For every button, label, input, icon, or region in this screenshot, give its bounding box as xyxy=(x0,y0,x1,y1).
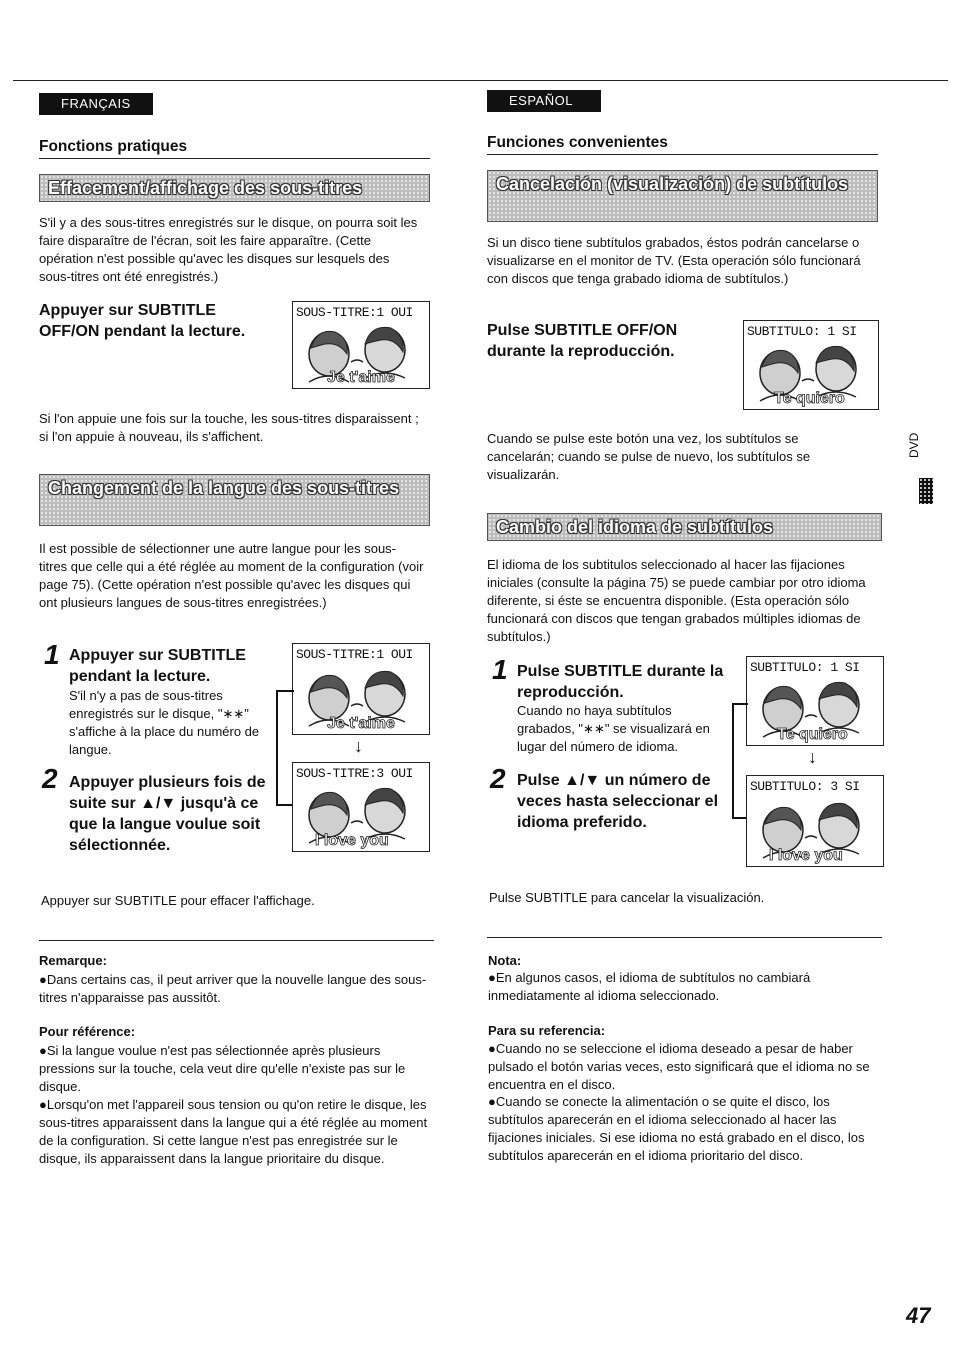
tv-screen-es-2 xyxy=(746,656,884,746)
ref-title-es: Para su referencia: xyxy=(488,1023,606,1038)
step-number-fr-2: 2 xyxy=(42,763,58,794)
down-arrow-icon: ↓ xyxy=(354,736,363,756)
section-title-es: Funciones convenientes xyxy=(487,134,878,155)
step1-head-fr: Appuyer sur SUBTITLE pendant la lecture. xyxy=(69,647,246,685)
band-heading-text: Cancelación (visualización) de subtítulos xyxy=(496,174,849,194)
movie-still-icon xyxy=(293,320,429,388)
page-number: 47 xyxy=(906,1303,931,1328)
subtitle-caption: I love you xyxy=(315,832,389,849)
ref-es-1: ●Cuando no se seleccione el idioma deseado a pesar de haber pulsado el botón varias veces, esto significará que el idioma no se encuentra en el disco. xyxy=(488,1041,870,1092)
step-number-fr-1: 1 xyxy=(44,639,60,670)
osd-text: SUBTITULO: 1 SI xyxy=(747,324,857,339)
band-heading-es-2 xyxy=(487,513,882,541)
ref-fr-2: ●Lorsqu'on met l'appareil sous tension ou qu'on retire le disque, les sous-titres apparaissent dans la langue qui a été réglée au moment de la configuration. Si cette langue n'est pas enregistrée sur le disque, ils apparaissent dans la langue prioritaire du disque. xyxy=(39,1097,428,1166)
intro-es-1: Si un disco tiene subtítulos grabados, éstos podrán cancelarse o visualizarse en el monitor de TV. (Esta operación sólo funcionará con discos que tenga grabado idioma de subtítulos.) xyxy=(487,235,861,286)
band-heading-es-1 xyxy=(487,170,878,222)
note-title-fr: Remarque: xyxy=(39,953,107,968)
note-es-1: ●En algunos casos, el idioma de subtítulos no cambiará inmediatamente al idioma seleccionado. xyxy=(488,970,811,1003)
subtitle-caption: Te quiero xyxy=(774,390,845,407)
step1-text-fr: S'il n'y a pas de sous-titres enregistrés sur le disque, "∗∗" s'affiche à la place du numéro de langue. xyxy=(69,688,260,757)
clear-fr: Appuyer sur SUBTITLE pour effacer l'affichage. xyxy=(41,893,315,908)
ref-title-fr: Pour référence: xyxy=(39,1024,136,1039)
subtitle-caption: Te quiero xyxy=(777,726,848,743)
step2-head-fr: Appuyer plusieurs fois de suite sur ▲/▼ jusqu'à ce que la langue voulue soit sélectionnée. xyxy=(69,774,266,854)
osd-text: SOUS-TITRE:1 OUI xyxy=(296,305,413,320)
tv-screen-es-3 xyxy=(746,775,884,867)
band-heading-fr-2 xyxy=(39,474,430,526)
lang-label-fr: FRANÇAIS xyxy=(39,93,153,115)
intro-fr-2: Il est possible de sélectionner une autre langue pour les sous-titres que celle qui a été réglée au moment de la configuration (voir page 75). (Cette opération n'est possible qu'avec les disques qui ont plusieurs langues de sous-titres enregistrées.) xyxy=(39,541,424,610)
after-fr-1: Si l'on appuie une fois sur la touche, les sous-titres disparaissent ; si l'on appuie à nouveau, ils s'affichent. xyxy=(39,411,419,444)
step1-text-es: Cuando no haya subtítulos grabados, "∗∗" se visualizará en lugar del número de idioma. xyxy=(517,703,710,754)
movie-still-icon xyxy=(293,662,429,734)
step-press-es: Pulse SUBTITLE OFF/ON durante la reproducción. xyxy=(487,322,678,360)
tv-screen-fr-3 xyxy=(292,762,430,852)
band-heading-text: Cambio del idioma de subtítulos xyxy=(496,517,774,537)
side-tab-label: DVD xyxy=(907,432,921,458)
section-title-fr: Fonctions pratiques xyxy=(39,138,430,159)
note-fr-1: ●Dans certains cas, il peut arriver que la nouvelle langue des sous-titres n'apparaisse pas aussitôt. xyxy=(39,972,427,1005)
step1-head-es: Pulse SUBTITLE durante la reproducción. xyxy=(517,663,724,701)
osd-text: SOUS-TITRE:1 OUI xyxy=(296,647,413,662)
note-rule-fr xyxy=(39,940,434,941)
intro-es-2: El idioma de los subtitulos seleccionado al hacer las fijaciones iniciales (consulte la página 75) se puede cambiar por otro idioma diferente, si éste se encuentra disponible. (Esta operación sólo funcionará con discos que tengan grabados múltiples idiomas de subtítulos.) xyxy=(487,557,866,644)
band-heading-text: Changement de la langue des sous-titres xyxy=(48,478,400,498)
step-number-es-1: 1 xyxy=(492,654,508,685)
after-es-1: Cuando se pulse este botón una vez, los subtítulos se cancelarán; cuando se pulse de nuevo, los subtítulos se visualizarán. xyxy=(487,431,811,482)
clear-es: Pulse SUBTITLE para cancelar la visualización. xyxy=(489,890,765,905)
band-heading-text: Effacement/affichage des sous-titres xyxy=(48,178,363,198)
subtitle-caption: Je t'aime xyxy=(327,715,395,732)
intro-fr-1: S'il y a des sous-titres enregistrés sur le disque, on pourra soit les faire disparaître de l'écran, soit les faire apparaître. (Cette opération n'est possible qu'avec les disques sur lesquels des sous-titres ont été enregistrés.) xyxy=(39,215,418,284)
tv-screen-fr-1 xyxy=(292,301,430,389)
osd-text: SOUS-TITRE:3 OUI xyxy=(296,766,413,781)
subtitle-caption: Je t'aime xyxy=(327,369,395,386)
tv-screen-fr-2 xyxy=(292,643,430,735)
movie-still-icon xyxy=(747,794,883,866)
step2-head-es: Pulse ▲/▼ un número de veces hasta seleccionar el idioma preferido. xyxy=(517,772,719,831)
top-rule xyxy=(13,80,948,81)
lang-label-es: ESPAÑOL xyxy=(487,90,601,112)
osd-text: SUBTITULO: 1 SI xyxy=(750,660,860,675)
movie-still-icon xyxy=(293,781,429,851)
movie-still-icon xyxy=(744,339,878,409)
ref-fr-1: ●Si la langue voulue n'est pas sélectionnée après plusieurs pressions sur la touche, cela veut dire qu'elle n'existe pas sur le disque. xyxy=(39,1043,406,1094)
side-tab-marker xyxy=(919,478,933,504)
band-heading-fr-1 xyxy=(39,174,430,202)
ref-es-2: ●Cuando se conecte la alimentación o se quite el disco, los subtítulos aparecerán en el idioma seleccionado al hacer las fijaciones iniciales. Si ese idioma no está grabado en el disco, los subtítulos aparecerán en el idioma prioritario del disco. xyxy=(488,1094,865,1163)
note-rule-es xyxy=(487,937,882,938)
down-arrow-icon: ↓ xyxy=(808,747,817,767)
tv-screen-es-1 xyxy=(743,320,879,410)
osd-text: SUBTITULO: 3 SI xyxy=(750,779,860,794)
step-press-fr: Appuyer sur SUBTITLE OFF/ON pendant la lecture. xyxy=(39,302,246,340)
note-title-es: Nota: xyxy=(488,953,522,968)
movie-still-icon xyxy=(747,675,883,745)
step-number-es-2: 2 xyxy=(490,763,506,794)
subtitle-caption: I love you xyxy=(769,847,843,864)
